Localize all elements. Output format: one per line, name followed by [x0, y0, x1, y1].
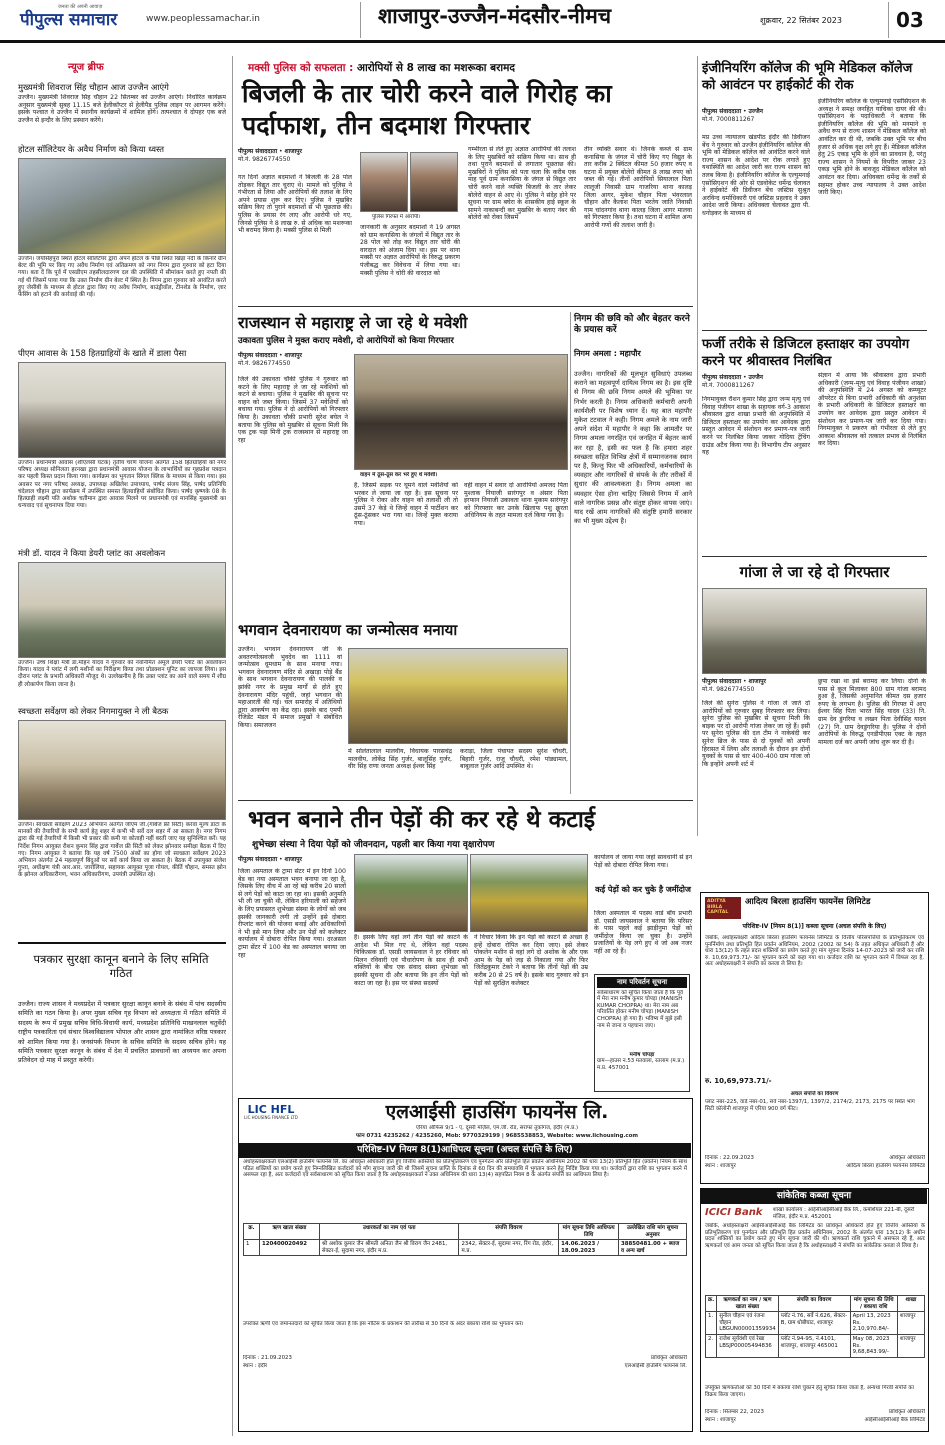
ganja-col-1: जिले की सुनेरा पुलिस ने गांजा ले जाते दो आरोपियों को गुरुवार सुबह गिरफ्तार कर लिया। सुनेरा पुलिस को मुखबिर से सूचना मिली कि बाइक पर दो आरोपी गांजा लेकर जा रहे हैं। इसी पर सुनेरा पुलिस की दल टीम ने नाकेबंदी कर सुनेरा ब्रिज के पास से दो युवकों को अपनी हिरासत में लिया और तलाशी के दौरान इन दोनों युवकों के पास से चार 400-400 ग्राम गांजा जो कि इन्होंने अपनी शर्ट में	[702, 700, 810, 768]
table-cell: सुनील चौहान एवं रंजना चौहान LBGUN00001359934	[717, 1312, 778, 1335]
procession-photo	[348, 648, 568, 744]
right-divider	[697, 56, 698, 836]
aditya-place: स्थान : शाजापुर	[705, 1163, 736, 1169]
lic-place: स्थान : इंदौर	[243, 1363, 268, 1369]
table-cell: शाजापुर	[897, 1312, 924, 1335]
icici-date: दिनांक : सितम्बर 22, 2023	[705, 1409, 764, 1415]
cattle-story	[238, 310, 568, 620]
cattle-photo-caption: वाहन में ठूंस-ठूंस कर भरे हुए थे मवेशी।	[360, 472, 438, 478]
accused-photo-2	[410, 152, 458, 212]
issue-date: शुक्रवार, 22 सितंबर 2023	[760, 16, 842, 25]
engineering-story	[702, 58, 927, 328]
aditya-prop: प्लाट नंबर-225, वार्ड नंबर-01, सर्वे नंबर-1397/1, 1397/2, 2174/2, 2173, 2175 पर स्थित भाग सिटी कॉलोनी शाजापुर में एरिया 900 वर्ग फीट।	[705, 1099, 915, 1112]
cattle-col-2: है, जिसमें सड़क पर घूमने वाले मवेशियों को भरकर ले जाया जा रहा है। इस सूचना पर पुलिस ने रोका और वाहन को तलाशी ली तो उसमें 37 केड़े थे जिन्हें वाहन में पार्टीशन कर ठूंस-ठूंसकर भरा गया था। जिन्हें मुक्त कराया गया।	[354, 482, 458, 527]
brief-body-2: उज्जैन। जयसिंहपुरा स्थित होटल सॉलिटेयर द्वारा अपने होटल के पीछे स्थित खिड़ा नदी के किनारे ग्रीन बेल्ट की भूमि पर किए गए अवैध निर्माण एवं अतिक्रमण को नगर निगम द्वारा गुरुवार को हटा दिया गया। बता दें कि पूर्व में एसडीएम तहसीलदारगण दल की उपस्थिति में सीमांकन करते हुए नपती की गई थी जिसमें पाया गया कि उक्त निर्माण ग्रीन बेल्ट में स्थित है। निगम द्वारा गुरुवार को आवंटित करते हुए जेसीबी के माध्यम से होटल द्वारा किए गए अवैध निर्माण, बाउंड्रीवॉल, टीनशेड के निर्माण, ज़ार फेंसिंग को हटाने की कार्रवाई की गई।	[18, 256, 226, 299]
lic-date: दिनांक : 21.09.2023	[243, 1355, 292, 1361]
trees-headline: भवन बनाने तीन पेड़ों की कर रहे थे कटाई	[248, 807, 596, 833]
table-cell: राजेश सूर्यवंशी एवं रेखा LBSJP00005494836	[717, 1334, 778, 1357]
trees-col-2: है। इसके लिए वहां लगे तीन पेड़ों को काटने के आदेश भी मिल गए थे, लेकिन वहां पदस्थ चिकित्सक डॉ. एसडी जायसवाल ने हर रविवार को मिलन रविवारी एवं पौधारोपण के साथ ही सभी वक्तियों के बीच एक संवाद संस्था शुभेच्छा को इसकी सूचना दी और बताया कि इन तीन पेड़ों को काटा जा रहा है। इस पर संस्था सदस्यों	[354, 934, 468, 987]
trees-subheadline: शुभेच्छा संस्था ने दिया पेड़ों को जीवनदान, पहली बार किया गया वृक्षारोपण	[252, 840, 495, 850]
engineering-col-1: मप्र उच्च न्यायालय खंडपीठ इंदौर की डिवीजन बेंच ने गुरुवार को उज्जैन इंजीनियरिंग कॉलेज की भूमि को मेडिकल कॉलेज को आवंटित करने वाले राज्य शासन के आदेश पर रोक लगाते हुए यथास्थिति का आदेश जारी कर राज्य शासन को तलब किया है। इंजीनियरिंग कॉलेज के एल्युमनाई एसोसिएशन की ओर से एडवोकेट धर्मेन्द्र चेलावत ने हाईकोर्ट की डिवीजन बेंच जस्टिस सुश्रुत अरविन्द धर्माधिकारी एवं जस्टिस प्रहलाद ने उक्त आदेश जारी किया। अधिवक्ता चेलावत द्वारा पी. धनोड़कर के माध्यम से	[702, 134, 810, 217]
news-brief-column	[18, 58, 226, 1438]
ganja-byline: पीपुल्स संवाददाता • शाजापुर मो.नं. 9826774550	[702, 678, 767, 693]
table-cell: 2342, सेक्टर-ई, सुदामा नगर, रिंग रोड, इंदौर, म.प्र.	[459, 1240, 559, 1256]
lic-logo-sub: LIC HOUSING FINANCE LTD	[244, 1115, 298, 1121]
right-rule-2	[702, 556, 927, 557]
lead-rule	[238, 306, 693, 307]
table-header-cell: क्र.	[244, 1224, 260, 1240]
brief-headline-4: मंत्री डॉ. यादव ने किया डेयरी प्लांट का अवलोकन	[18, 548, 166, 558]
table-cell: 1	[244, 1240, 260, 1256]
brief-body-6: उज्जैन। राज्य शासन ने मध्यप्रदेश में पत्रकार सुरक्षा कानून बनाने के संबंध में पांच सदस्यीय समिति का गठन किया है। अपर मुख्य सचिव गृह विभाग को अध्यक्षता में गठित समिति में सदस्य के रूप में प्रमुख सचिव विधि-विधायी कार्य, मध्यप्रदेश प्रतिनिधि माखनलाल चतुर्वेदी राष्ट्रीय पत्रकारिता एवं संचार विश्वविद्यालय भोपाल और शासन द्वारा नामांकित वरिष्ठ पत्रकार को शामिल किया गया है। जनसंपर्क विभाग के सचिव समिति के सदस्य सचिव होंगे। यह समिति पत्रकार सुरक्षा कानून के संबंध में देश में प्रचलित प्रावधानों का अध्ययन कर अपना प्रतिवेदन दो माह में प्रस्तुत करेगी।	[18, 1000, 226, 1065]
table-cell: प्लॉट नं.76, सर्वे नं.626, सेक्टर-B, ग्राम धोबीघाट, शाजापुर	[778, 1312, 850, 1335]
icici-notice	[700, 1188, 929, 1432]
tree-replant-photo-1	[354, 854, 468, 932]
ganja-headline: गांजा ले जा रहे दो गिरफ्तार	[739, 563, 890, 581]
cattle-byline: पीपुल्स संवाददाता • शाजापुर मो.नं. 9826774550	[238, 352, 303, 367]
table-cell: 1.	[706, 1312, 717, 1335]
site-url[interactable]: www.peoplessamachar.in	[146, 14, 260, 24]
lic-body: अधोहस्ताक्षरकर्ता एलआईसी हाउसिंग फायनेंस लि. का अधिकृत अधिकारी होते हुए वित्तीय आस्तियों का प्रतिभूतिकरण एवं पुनर्गठन और प्रतिभूति हित प्रवर्तन अधिनियम 2002 की धारा 13(2) प्रतिभूति हित (प्रवर्तन) नियम के साथ पठित शक्तियों का प्रयोग करते हुए निम्नलिखित कर्जदारों को माँग सूचना जारी की थी जिसमें सूचना प्राप्ति के दिनांक से 60 दिन की समयावधि में भुगतान करने हेतु निर्दिष्ट किया गया था। कर्जदारों द्वारा राशि का भुगतान करने में असफल रहा है, अतः कर्जदारों एवं सर्वसाधारण को सूचित किया जाता है कि अधोहस्ताक्षरकर्ता ने उक्त अधिनियम की धारा 13(4) सहपठित नियम 8 के अंतर्गत संपत्ति का आधिपत्य लिया है।	[243, 1159, 687, 1179]
cattle-headline: राजस्थान से महाराष्ट्र ले जा रहे थे मवेशी	[238, 313, 468, 332]
engineering-col-2: इंजीनियरिंग कॉलेज के एल्युमनाई एसोसिएशन के अध्यक्ष ने समक्ष जनहित याचिका दायर की थी। एसोसिएशन के पदाधिकारी ने बताया कि इंजीनियरिंग कॉलेज की भूमि को मनमाने व अवैध रूप से राज्य शासन ने मेडिकल कॉलेज को आवंटित कर दी थी, जबकि उक्त भूमि पर बीच हजार से अधिक वृक्ष लगे हुए हैं। मेडिकल कॉलेज हेतु 25 एकड़ भूमि के होने का प्रावधान है, परंतु राज्य शासन ने नियमों के विपरीत जाकर 23 एकड़ भूमि होने के बावजूद मेडिकल कॉलेज को आवंटन कर दिया। अधिवक्ता धर्मेन्द्र के तर्कों से सहमत होकर उच्च न्यायालय ने उक्त आदेश जारी किए।	[818, 98, 926, 197]
name-change-notice	[594, 974, 690, 1092]
hotel-demolition-photo	[18, 158, 226, 254]
lic-logo	[243, 1103, 299, 1133]
icici-footer: उपर्युक्त ऋणकर्ताओं को 30 दिनों में बकाया राशि चुकाने हेतु सूचित किया जाता है, अन्यथा गिरवी संपत्ति का विक्रय किया जाएगा।	[705, 1385, 914, 1398]
lead-col-4: तीन व्यक्ति सवार थे। जिनके कब्जे से ग्राम कनासिया के जंगल में चोरी किए गए विद्युत के तार करीब 2 क्विंटल कीमत 50 हजार रुपए व घटना में प्रयुक्त बोलेरो कीमत 8 लाख रुपए को जब्त की गई। तीनों आरोपियों सियालाल पिता लालूजी निवासी ग्राम गाजरिया थाना कालड़ जिला आगर, मुकेश चौहान पिता भंवरलाल चौहान और कैलाश पिता भरतेय जाति निवासी गाम चांदनगांव थाना कालड़ जिला आगर मालवा को गिरफ्तार किया है। तथा घटना में शामिल अन्य आरोपी गणों की तलाश जारी है।	[584, 146, 692, 229]
table-cell: प्लॉट नं.94-95, नं.4101, शाजापुर, शाजापुर 465001	[778, 1334, 850, 1357]
table-cell: 38850481.00 + ब्याज व अन्य खर्च	[619, 1240, 687, 1256]
logo-text: पीपुल्स समाचार	[20, 10, 118, 30]
name-change-text: सर्वसाधारण को सूचित किया जाता है कि पूर्व में मेरा नाम मनीष कुमार चोपड़ा (MANISH KUMAR CHOPRA) था। मेरा नाम अब परिवर्तित होकर मनीष चोपड़ा (MANISH CHOPRA) हो गया है। भविष्य में मुझे इसी नाम से जाना व पहचाना जाए।	[597, 989, 683, 1029]
brief-headline-3: पीएम आवास के 158 हितग्राहियों के खाते में डाला पैसा	[18, 348, 187, 358]
brief-headline-5: स्वच्छता सर्वेक्षण को लेकर निगमायुक्त ने ली बैठक	[18, 706, 169, 716]
brief-body-4: उज्जैन। उच्च शिक्षा मंत्री डॉ.मोहन यादव ने गुरुवार को नवनिर्मित अमूल डेयरी प्लांट का अवलोकन किया। यादव ने प्लांट में लगी मशीनों का निरीक्षण किया तथा प्रोडक्शन यूनिट का जायजा लिया। इस दौरान प्लांट के प्रभारी अधिकारी मौजूद थे। उल्लेखनीय है कि उक्त प्लांट का आने वाले समय में शीघ्र ही लोकार्पण किया जाना है।	[18, 660, 226, 688]
cattle-col-1: जिले की उकावता चौकी पुलिस ने गुरुवार को कटने के लिए महाराष्ट्र ले जा रहे मवेशियों को कटने से बचाया। पुलिस ने मुखबिर की सूचना पर वाहन को जब्त किया। जिसमें 37 मवेशियों को बचाया गया। पुलिस ने दो आरोपियों को गिरफ्तार किया है। उकावता चौकी प्रभारी सुरेश बघेल ने बताया कि पुलिस को मुखबिर से सूचना मिली कि एक ट्रक पड़ा मिनी ट्रक राजस्थान से महाराष्ट्र जा रहा	[238, 376, 348, 444]
aditya-prop-title: अचल संपत्ति का विवरण	[790, 1091, 839, 1097]
engineering-byline: पीपुल्स संवाददाता • उज्जैन मो.नं. 7000811267	[702, 108, 764, 123]
cattle-truck-photo	[354, 354, 568, 470]
table-header-cell: संपत्ति का विवरण	[778, 1296, 850, 1312]
table-header-cell: उल्लेखित राशि मांग सूचना अनुसार	[619, 1224, 687, 1240]
table-row	[244, 1240, 687, 1256]
aditya-title: आदित्य बिरला हाउसिंग फायनेंस लिमिटेड	[745, 897, 871, 907]
lic-sign: प्राधिकृत अधिकारी	[650, 1355, 687, 1361]
masthead	[0, 0, 945, 44]
name-change-address: ग्राम—हाउस न.53 मतवाला, रतलाम (म.प्र.)	[597, 1058, 685, 1065]
tree-replant-photo-2	[470, 854, 588, 932]
table-header-cell: ऋण खाता संख्या	[259, 1224, 319, 1240]
nigam-story	[574, 310, 692, 792]
lead-kicker: मक्सी पुलिस को सफलता : आरोपियों से 8 लाख का मशरूका बरामद	[248, 62, 515, 74]
mid-rule	[238, 800, 693, 801]
name-change-title: नाम परिवर्तन सूचना	[597, 977, 687, 988]
dairy-plant-photo	[18, 562, 226, 658]
table-header-cell: शाखा	[897, 1296, 924, 1312]
tagline: जनता की अपनी आवाज़	[58, 4, 103, 10]
header-vrule	[360, 2, 361, 38]
table-header-cell: संपत्ति विवरण	[459, 1224, 559, 1240]
brief-body-1: उज्जैन। मुख्यमंत्री शिवराज सिंह चौहान 22 सितम्बर को उज्जैन आएंगे। निर्धारित कार्यक्रम अनुसार मुख्यमंत्री सुबह 11.15 बजे हेलीकॉप्टर से हेलीपैड पुलिस लाइन पर आगमन करेंगे। इसके पश्चात वे उज्जैन में स्थानीय कार्यक्रमों में शामिल होंगे। तत्पश्चात वे दोपहर एक बजे उज्जैन से इन्दौर के लिए प्रस्थान करेंगे।	[18, 94, 226, 124]
icici-table	[705, 1295, 925, 1358]
ganja-arrest-photo	[702, 588, 927, 674]
lead-headline: बिजली के तार चोरी करने वाले गिरोह का पर्दाफाश, तीन बदमाश गिरफ्तार	[242, 79, 612, 140]
lead-col-2: जानकारी के अनुसार बदमाशों ने 19 अगस्त को ग्राम कनासिया के जंगलों में विद्युत तार के 28 पोल को तोड़ कर विद्युत तार चोरी की वारदात को अंजाम दिया था। इस पर थाना मक्सी पर अज्ञात आरोपियों के विरुद्ध प्रकरण पंजीबद्ध कर विवेचना में लिया गया था। मक्सी पुलिस ने चोरी की वारदात को	[360, 224, 460, 277]
name-change-code: म.प्र. 457001	[597, 1064, 630, 1071]
table-cell: 2.	[706, 1334, 717, 1357]
lic-notice-bar: परिशिष्ट-IV नियम 8(1)आधिपत्य सूचना (अचल संपत्ति के लिए)	[239, 1143, 691, 1158]
digital-signature-headline: फर्जी तरीके से डिजिटल हस्ताक्षर का उपयोग करने पर श्रीवास्तव निलंबित	[702, 337, 910, 369]
table-header-cell: उधारकर्ता का नाम एवं पता	[319, 1224, 459, 1240]
lic-logo-mark: LIC HFL	[247, 1103, 295, 1116]
trees-byline: पीपुल्स संवाददाता • शाजापुर	[238, 856, 303, 863]
pm-awas-photo	[18, 362, 226, 458]
icici-sign-org: आईसीआईसीआई बैंक लिमिटेड	[864, 1417, 925, 1423]
table-header-cell: ऋणकर्ता का नाम / ऋण खाता संख्या	[717, 1296, 778, 1312]
brief-headline-1: मुख्यमंत्री शिवराज सिंह चौहान आज उज्जैन आएंगे	[18, 82, 169, 92]
lic-footer: उपरोक्त ऋणी एवं जमानतदारों को सूचित किया जाता है कि इस नोटिस के प्रकाशन की तारीख से 30 दिनों के अंदर बकाया राशि का भुगतान करें।	[243, 1321, 524, 1327]
aditya-body: जबकि, अधोहस्ताक्षरी आदित्य बिरला हाउसिंग फायनेंस लिमिटेड के वित्तीय परिसंपत्तियों के प्रतिभूतिकरण एवं पुनर्निर्माण तथा प्रतिभूति हित प्रवर्तन अधिनियम, 2002 (2002 का 54) के तहत अधिकृत अधिकारी हैं और धारा 13(12) के तहत प्रदत्त शक्तियों का प्रयोग करते हुए मांग सूचना दिनांक 14-07-2023 को जारी कर राशि रु. 10,69,973.71/- का भुगतान करने को कहा गया था। कर्जदार राशि का भुगतान करने में विफल रहा है, अतः अधोहस्ताक्षरी ने संपत्ति का कब्जा ले लिया है।	[705, 935, 924, 968]
lead-byline: पीपुल्स संवाददाता • शाजापुर मो.नं. 9826774550	[238, 148, 303, 163]
nigam-subheadline: निगम अमला : महापौर	[574, 349, 641, 358]
aditya-sign-org: आदित्य बिरला हाउसिंग फायनेंस लिमिटेड	[846, 1163, 925, 1169]
accused-photo-1	[360, 152, 408, 212]
lic-sign-org: एलआईसी हाउसिंग फायनेंस लि.	[624, 1363, 687, 1369]
aditya-birla-notice	[700, 892, 929, 1184]
trees-col-4: कार्यालय ले जाया गया जहां सावधानी से इन पेड़ों को दोबारा रोपित किया गया।	[594, 854, 692, 869]
right-rule-1	[702, 330, 927, 331]
icici-place: स्थान : शाजापुर	[705, 1417, 736, 1423]
table-cell: शाजापुर	[897, 1334, 924, 1357]
devnarayan-col-3: कराड़ा, जिला पंचायत सदस्य सुरेश चौधरी, बिहारी गुर्जर, राजू चौधरी, रमेश पांड्यामल, बाबूलाल गुर्जर आदि उपस्थित थे।	[460, 748, 568, 771]
icici-sign: प्राधिकृत अधिकारी	[888, 1409, 925, 1415]
nigam-divider	[570, 312, 571, 794]
table-header-cell: मांग सूचना की तिथि / बकाया राशि	[850, 1296, 897, 1312]
edition-title: शाजापुर-उज्जैन-मंदसौर-नीमच	[378, 4, 612, 28]
table-cell: May 08, 2023 Rs. 9,68,843.99/-	[850, 1334, 897, 1357]
table-cell: 14.06.2023 / 18.09.2023	[559, 1240, 619, 1256]
name-change-sign: मनीष चोपड़ा	[629, 1051, 655, 1058]
devnarayan-col-1: उज्जैन। भगवान देवनारायण जी के अवतरणोत्सवजी भुवदेव का 1111 वां जन्मोत्सव धूमधाम के साथ मनाया गया। भगवान देवनारायण मंदिर से अखाड़ा पोड़े बैंड के साथ भगवान देवनारायण की पालकी व झांकी नगर के प्रमुख मार्गों से होते हुए देवनारायण मंदिर पहुंची, जहां भगवान की महाआरती की गई। चल समारोह में अतिथियों द्वारा आकर्षण का केंद्र रहा। इसके बाद एमपी रेजिडेंट मंडल में समाज प्रमुखों ने संबोधित किया। समाजजन	[238, 646, 342, 729]
header-vrule-2	[888, 2, 889, 38]
table-cell: April 13, 2023 Rs. 2,10,970.84/-	[850, 1312, 897, 1335]
cattle-col-3: वहीं वाहन में सवार दो आरोपियों अमजद पिता मुश्ताक नियाजी सारंगपुर व अंसार पिता इरफान नियाजी उकावता थाना मुकाम सारंगपुर को गिरफ्तार कर उनके खिलाफ पशु क्रूरता अधिनियम के तहत मामला दर्ज किया गया है।	[464, 482, 568, 520]
icici-branch: शाखा कार्यालय : आईसीआईसीआई बैंक लि., कमर्शियल 221-बी, दूसरी मंजिल, इंदौर म.प्र. 452001	[773, 1207, 915, 1220]
devnarayan-col-2: में सोलंतालाल मालवीय, विधायक पारसचंद्र मालवीय, लोकेंद्र सिंह गुर्जर, बालूसिंह गुर्जर, वीर सिंह राणा जनता अध्यक्ष ईश्वर सिंह	[348, 748, 452, 771]
devnarayan-headline: भगवान देवनारायण का जन्मोत्सव मनाया	[238, 621, 458, 639]
icici-title: सांकेतिक कब्जा सूचना	[701, 1189, 927, 1204]
aditya-notice-bar: परिशिष्ट-IV [नियम 8(1)] कब्जा सूचना (अचल संपत्ति के लिए)	[742, 923, 887, 930]
digital-signature-col-2: संज्ञान में आया कि श्रीवास्तव द्वारा प्रभारी अधिकारी (जन्म-मृत्यु एवं विवाह पंजीयन शाखा) की अनुपस्थिति में 24 अगस्त को कम्प्यूटर ऑपरेटर से बिना प्रभारी अधिकारी की अनुशंसा के प्रभारी अधिकारी के डिजिटल हस्ताक्षर का उपयोग कर आवेदक द्वारा प्रस्तुत आवेदन में संशोधन कर प्रमाण-पत्र जारी कर दिया गया। निगमायुक्त ने प्रकरण को गंभीरता से लेते हुए आकाश श्रीवास्तव को तत्काल प्रभाव से निलंबित कर दिया।	[818, 372, 926, 448]
trees-col-5: जिला अस्पताल में पदस्थ वार्ड बॉय प्रभारी डॉ. एसडी जायसवाल ने बताया कि परिसर के पास पहले कई झाड़ीनुमा पेड़ों को जमींदोज किया जा चुका है। उन्होंने प्रजातियों के पेड़ लगे हुए थे जो अब नजर नहीं आ रहे हैं।	[594, 910, 692, 955]
trees-col-1: जिला अस्पताल के ट्रामा सेंटर में इन दिनों 100 बेड का नया अस्पताल भवन बनाया जा रहा है, जिसके लिए वीच में आ रहे बड़े करीब 20 सालों से लगे पेड़ों को काटा जा रहा था। इसकी अनुमति भी ली जा चुकी थी, लेकिन हरियाली को सहेजने के लिए प्रयासरत शुभेच्छा संस्था के लोगों को जब इसकी जानकारी लगी तो उन्होंने इसे दोबारा रीप्लांट करने की योजना बनाई और अधिकारियों ने भी इसे मान लिया और उन पेड़ों को कलेक्टर कार्यालय में दोबारा रोपित किया गया। दरअसल ट्रामा सेंटर में 100 बेड का अस्पताल बनाया जा रहा	[238, 868, 346, 959]
page-number: 03	[896, 8, 924, 32]
aditya-sign: अधिकृत अधिकारी	[889, 1155, 925, 1161]
lic-title: एलआईसी हाउसिंग फायनेंस लि.	[385, 1101, 609, 1123]
aditya-logo: ADITYA BIRLA CAPITAL	[705, 897, 741, 919]
brief-body-5: उज्जैन। स्वच्छता सर्वेक्षण 2023 अभियान अंतर्गत जोएम जी.(गार्बेज फ्री सिटी) करवा मूल्य डाटा के मानकों की तैयारियों के सभी कार्य हेतु शहर में कभी भी सर्वे दल शहर में आ सकता है। नगर निगम द्वारा की गई तैयारियों में किसी भी प्रकार की कमी या कोताही नहीं बरती जाए यह सुनिश्चित करें। यह निर्देश निगम आयुक्त रौशन कुमार सिंह द्वारा गार्बेज फ्री सिटी को लेकर झोनवार समीक्षा बैठक में दिए गए। निगम आयुक्त ने बताया कि यह वर्ष 7500 अंकों का होगा जो स्वच्छता सर्वेक्षण 2023 अभियान अंतर्गत 24 महत्वपूर्ण बिंदुओं पर सर्वे कार्य किया जा सकता है। बैठक में उपायुक्त संजेश गुप्ता, अधीक्षण यंत्री आर.आर. जारोलिया, सहायक आयुक्त पूजा गोयल, कीर्ति चौहान, समस्त झोन के झोनल अधिकारीगण, भवन अधिकारीगण, उपयंत्री उपस्थित रहे।	[18, 822, 226, 879]
brief-divider	[18, 942, 226, 944]
lead-col-1: गत दिनों अज्ञात बदमाशों ने बिजली के 28 पोल तोड़कर विद्युत तार चुराए थे। मामले को पुलिस ने गंभीरता से लिया और आरोपियों की तलाश के लिए अपने प्रयास शुरू कर दिए। पुलिस ने मुखबिर सक्रिय किए तो पुराने बदमाशों से भी पूछताछ की। पुलिस के प्रयास रंग लाए और आरोपी धरे गए, जिनसे पुलिस ने 8 लाख रु. से अधिक का मशरूका भी बरामद किया है। मक्सी पुलिस से मिली	[238, 174, 352, 235]
devnarayan-story	[238, 620, 568, 796]
column-divider	[232, 56, 233, 1436]
aditya-date: दिनांक : 22.09.2023	[705, 1155, 754, 1161]
ganja-story	[702, 560, 927, 850]
icici-logo: ICICI Bank	[705, 1207, 763, 1218]
aditya-amount: रु. 10,69,973.71/-	[705, 1077, 772, 1085]
lic-office: एरिया ऑफिस 9/1 - ए, दूसरी मंज़िल, एम.जी. रोड, सराफा तुकोगंज, इंदौर (म.प्र.)	[415, 1125, 579, 1131]
trees-col-3: ने विचार किया कि इन पेड़ों को काटने से अच्छा है इन्हें दोबारा रोपित कर दिया जाए। इसे लेकर पोकलेन मशीन से वहां लगे दो अशोक के और एक आम के पेड़ को जड़ से निकाला गया और फिर जितेंद्रकुमार टेकरे ने बताया कि तीनों पेड़ों की उम्र करीब 20 से 25 वर्ष है। इसके बाद गुरुवार को इन पेड़ों को सुरक्षित कलेक्टर	[474, 934, 588, 987]
table-row	[706, 1334, 925, 1357]
digital-signature-byline: पीपुल्स संवाददाता • उज्जैन मो.नं. 7000811267	[702, 374, 764, 389]
table-cell: श्री अशोक कुमार जैन श्रीमती अनिता जैन श्री विराग जैन 2481, सेक्टर-ई, सुदामा नगर, इंदौर म.प्र.	[319, 1240, 459, 1256]
accused-photo-caption: पुलिस गिरफ्त में आरोपी।	[372, 214, 421, 220]
table-row	[706, 1312, 925, 1335]
digital-signature-story	[702, 334, 927, 550]
lic-table-header	[244, 1224, 687, 1240]
lic-table	[243, 1223, 687, 1256]
lic-hfl-notice	[238, 1098, 693, 1432]
lic-phone: फोन 0731 4235262 / 4235260, Mob: 9770329199 | 9685538853, Website: www.lichousing.com	[356, 1133, 638, 1139]
header-rule	[0, 40, 945, 43]
nigam-headline: निगम की छवि को और बेहतर करने के प्रयास करें	[574, 314, 690, 335]
brief-headline-6: पत्रकार सुरक्षा कानून बनाने के लिए समिति गठित	[33, 952, 209, 981]
icici-body: जबकि, अधोहस्ताक्षरी आईसीआईसीआई बैंक लिमिटेड का प्राधिकृत अधिकारी होते हुए वित्तीय आस्तियों के प्रतिभूतिकरण एवं पुनर्गठन और प्रतिभूति हित प्रवर्तन अधिनियम, 2002 के अंतर्गत धारा 13(12) के अधीन प्रदत्त शक्तियों का प्रयोग करते हुए मांग सूचना जारी की थी। ऋणकर्ता राशि चुकाने में असफल रहे हैं, अतः ऋणकर्ता एवं आम जनता को सूचित किया जाता है कि अधोहस्ताक्षरी ने संपत्ति का सांकेतिक कब्जा ले लिया है।	[705, 1223, 925, 1249]
ganja-col-2: छुपा रखा था इसे बरामद कर लिया। दोनों के पास से कुल मिलाकर 800 ग्राम गांजा बरामद हुआ है, जिसकी अनुमानित कीमत दस हजार रुपए के लगभग है। पुलिस की गिरफ्त में आए ईश्वर सिंह पिता भारत सिंह यादव (33) नि. ग्राम देव डुंगरिया व लखन पिता देवीसिंह यादव (27) नि. ग्राम देवडुंगरिया है। पुलिस ने दोनों आरोपियों के विरुद्ध एनडीपीएस एक्ट के तहत मामला दर्ज कर अपनी जांच शुरू कर दी है।	[818, 678, 926, 746]
icici-table-header	[706, 1296, 925, 1312]
nigam-body: उज्जैन। नागरिकों की मूलभूत सुविधाएं उपलब्ध कराने का महत्वपूर्ण दायित्व निगम का है। इस दृष्टि से निगम की छवि निगम अमले की भूमिका पर निर्भर करती है। निगम अधिकारी कर्मचारी अपनी कार्यशैली पर विशेष ध्यान दें। यह बात महापौर मुकेश टटवाल ने कही। निगम अमले के नाम जारी अपने संदेश में महापौर ने कहा कि आमतौर पर निगम अमला नगरहित एवं जनहित में बेहतर कार्य कर रहा है, इसी का फल है कि हमारा शहर स्वच्छता सहित विभिन्न क्षेत्रों में सम्मानजनक स्थान पर है, किन्तु फिर भी अधिकारियों, कर्मचारियों के व्यवहार और नागरिकों से संपर्क के तौर तरीकों में सुधार की आवश्यकता है। निगम अमला का व्यवहार ऐसा होना चाहिए जिससे निगम में आने वाले नागरिक प्रसन्न और संतुष्ट होकर वापस जाएं। याद रखें आम नागरिकों की संतुष्टि हमारी सरकार का भी मुख्य उद्देश्य है।	[574, 370, 692, 526]
digital-signature-col-1: निगमायुक्त रौशन कुमार सिंह द्वारा जन्म मृत्यु एवं विवाह पंजीयन शाखा के सहायक वर्ग-3 आकाश श्रीवास्तव द्वारा शाखा प्रभारी की अनुपस्थिति में डिजिटल हस्ताक्षर का उपयोग कर आवेदक द्वारा प्रस्तुत आवेदन में संशोधन कर प्रमाण-पत्र जारी करने पर निलंबित किया जाकर गोदिया ट्रेंचिंग ग्राउंड अटैच किया गया है। विभागीय टीप अनुसार यह	[702, 396, 810, 457]
trees-subhead-2: कई पेड़ों को कर चुके है जमींदोज	[595, 885, 691, 894]
lead-col-3: गम्भीरता से लेते हुए अज्ञात आरोपियों की तलाश के लिए मुखबिरों को सक्रिय किया था। साथ ही तथा पुराने बदमाशों से लगातार पूछताछ की। मुखबिरों ने पुलिस को पता चला कि करीब एक माह पूर्व ग्राम कनासिया के जंगल से विद्युत तार चोरी करने वाले व्यक्ति बिजली के तार लेकर बोलेरो वाहन से आए थे। पुलिस ने संदेह होने पर सूचना पर ग्राम बघेरा के शासकीय हाई स्कूल के सामने नाकाबन्दी कर मुखबिर के बताए नंबर की बोलेरो को रोका जिसमें	[468, 146, 576, 222]
table-cell: 120400020492	[259, 1240, 319, 1256]
engineering-headline: इंजीनियरिंग कॉलेज की भूमि मेडिकल कॉलेज को आवंटन पर हाईकोर्ट की रोक	[702, 61, 913, 93]
cleanliness-meeting-photo	[18, 720, 226, 820]
cattle-subheadline: उकावता पुलिस ने मुक्त कराए मवेशी, दो आरोपियों को किया गिरफ्तार	[238, 336, 454, 346]
brief-label: न्यूज ब्रीफ	[68, 62, 104, 73]
table-header-cell: मांग सूचना तिथि आधिपत्य तिथि	[559, 1224, 619, 1240]
brief-headline-2: होटल सॉलिटेयर के अवैध निर्माण को किया ध्वस्त	[18, 144, 165, 154]
table-header-cell: क्र.	[706, 1296, 717, 1312]
brief-body-3: उज्जैन। प्रधानमंत्री आवास (शीएलसी घटक) तृतीय चरण योजना अंतर्गत 158 हितग्राहियों को नगर परिषद अध्यक्ष सोनिलता हरनखा द्वारा प्रधानमंत्री आवास योजना के लाभार्थियों का गृहप्रवेश पत्रदान कर पहली किस्त प्रदान किया गया। कार्यक्रम का भुगतान सिंगल क्लिक के माध्यम से किया गया। इस अवसर पर नगर परिषद अध्यक्ष, उपाध्यक्ष अखिलेश उपाध्याय, पार्षद संजय सिंह, पार्षद प्रतिनिधि चंदेलाल चौहान द्वारा कार्यक्रम में उपस्थित समस्त हितग्राहियों संबोधित किया। पार्षद कृष्णके 08 के हितग्राही लक्ष्मी पति अशोक चतीमान द्वारा आवास मिलने पर प्रधानमंत्री एवं मानसिंह मुख्यमंत्री का धन्यवाद एवं सूचनापत्र दिया गया।	[18, 460, 226, 510]
lead-story	[238, 58, 693, 302]
